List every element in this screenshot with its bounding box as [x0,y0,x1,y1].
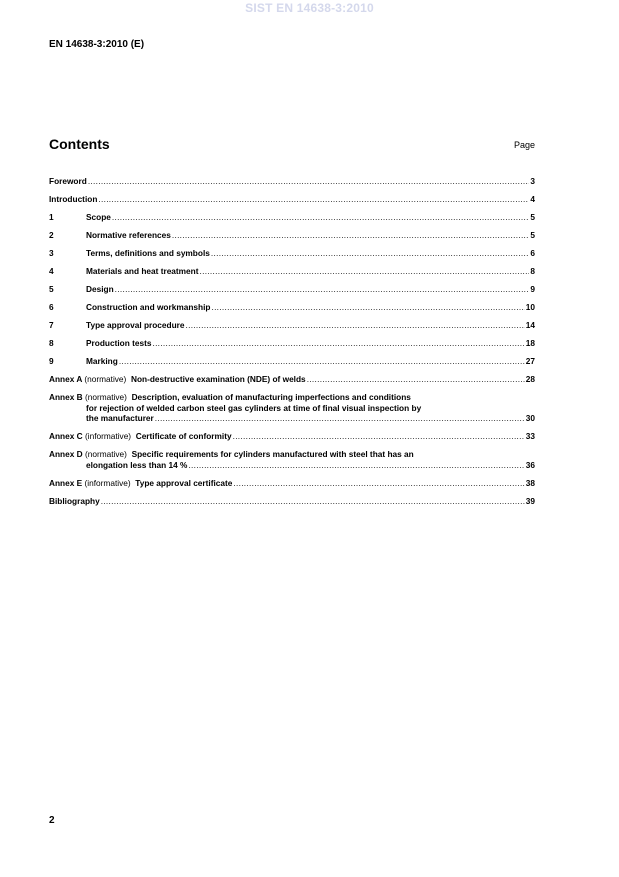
toc-entry-introduction[interactable] [49,194,535,205]
watermark: SIST EN 14638-3:2010 [245,1,374,15]
toc-entry-annex-d[interactable] [49,449,535,470]
toc-entry-annex-e[interactable] [49,478,535,489]
toc-entry-annex-a[interactable] [49,374,535,385]
dot-leader [152,338,524,349]
dot-leader [233,431,525,442]
toc-number: 9 [49,356,54,366]
annex-label: Annex B [49,392,83,402]
annex-title-line-3: the manufacturer [86,413,154,423]
toc-title: Bibliography [49,495,100,506]
toc-page: 18 [525,338,535,348]
toc-number: 4 [49,266,54,276]
toc-title: Type approval procedure [86,320,185,330]
toc-title: Design [86,284,114,294]
toc-title-line [49,449,535,460]
toc-entry-section-1[interactable] [49,212,535,223]
annex-label: Annex E [49,477,83,488]
toc-page: 27 [525,356,535,366]
table-of-contents [49,176,535,514]
toc-page: 10 [525,302,535,312]
dot-leader [211,302,524,313]
dot-leader [211,248,530,259]
dot-leader [307,374,525,385]
toc-entry-section-4[interactable] [49,266,535,277]
page-column-label: Page [513,140,535,150]
dot-leader [115,284,530,295]
annex-label: Annex C [49,431,83,441]
toc-entry-annex-b[interactable] [49,392,535,424]
toc-entry-section-3[interactable] [49,248,535,259]
toc-title [49,478,232,489]
toc-title: Marking [86,356,118,366]
toc-page: 38 [525,477,535,488]
toc-entry-section-8[interactable] [49,338,535,349]
toc-number: 5 [49,284,54,294]
toc-page: 28 [525,374,535,384]
toc-entry-section-5[interactable] [49,284,535,295]
toc-page: 9 [530,284,535,294]
dot-leader [119,356,525,367]
annex-title-line-1: Specific requirements for cylinders manufactured with steel that has an [131,449,414,459]
toc-title: Foreword [49,176,87,186]
annex-kind: (normative) [84,449,127,459]
annex-title-line-1: Description, evaluation of manufacturing imperfections and conditions [131,392,411,402]
dot-leader [186,320,525,331]
document-header: EN 14638-3:2010 (E) [49,39,145,50]
dot-leader [233,478,524,489]
annex-title: Type approval certificate [135,477,233,488]
dot-leader [188,460,524,471]
annex-title: Non-destructive examination (NDE) of welds [130,374,306,384]
annex-kind: (informative) [84,477,131,488]
toc-entry-bibliography[interactable] [49,496,535,507]
toc-title: Terms, definitions and symbols [86,248,210,258]
toc-number: 3 [49,248,54,258]
toc-number: 6 [49,302,54,312]
dot-leader [88,176,530,187]
toc-page: 5 [530,212,535,222]
annex-title-line-2: for rejection of welded carbon steel gas cylinders at time of final visual inspection by [86,402,422,413]
dot-leader [112,212,529,223]
dot-leader [101,496,525,507]
toc-entry-annex-c[interactable] [49,431,535,442]
toc-page: 14 [525,320,535,330]
toc-entry-foreword[interactable] [49,176,535,187]
annex-kind: (normative) [84,392,127,402]
annex-kind: (normative) [84,374,127,384]
toc-number: 7 [49,320,54,330]
toc-page: 6 [530,248,535,258]
toc-title: Scope [86,212,111,222]
toc-page: 3 [530,176,535,186]
annex-label: Annex D [49,449,83,459]
toc-title: Normative references [86,230,171,240]
toc-title: Production tests [86,338,152,348]
toc-page: 4 [530,194,535,204]
toc-title: Construction and workmanship [86,302,211,312]
toc-page: 36 [525,459,535,470]
toc-title: Materials and heat treatment [86,266,199,276]
toc-entry-section-2[interactable] [49,230,535,241]
toc-page: 5 [530,230,535,240]
toc-entry-section-6[interactable] [49,302,535,313]
toc-number: 2 [49,230,54,240]
toc-page: 39 [525,495,535,506]
toc-title-line [49,392,535,403]
toc-number: 1 [49,212,54,222]
dot-leader [98,194,529,205]
toc-title [49,431,232,442]
dot-leader [200,266,530,277]
dot-leader [155,413,525,424]
annex-title-line-2: elongation less than 14 % [86,459,188,470]
toc-page: 33 [525,431,535,441]
toc-number: 8 [49,338,54,348]
toc-page: 8 [530,266,535,276]
page-number: 2 [49,815,55,826]
contents-title: Contents [49,136,110,152]
annex-kind: (informative) [84,431,132,441]
toc-title: Introduction [49,194,98,204]
toc-title [49,374,306,385]
toc-page: 30 [525,413,535,423]
toc-entry-section-7[interactable] [49,320,535,331]
toc-entry-section-9[interactable] [49,356,535,367]
annex-title: Certificate of conformity [135,431,232,441]
dot-leader [172,230,530,241]
annex-label: Annex A [49,374,83,384]
